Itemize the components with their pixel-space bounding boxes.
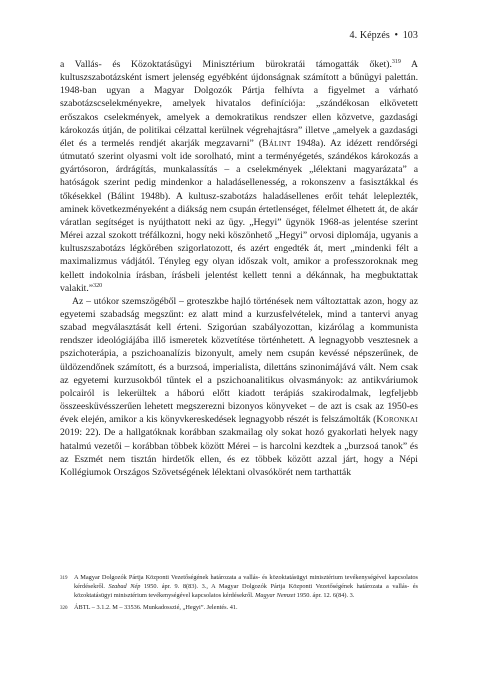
text-run: a Vallás- és Közoktatásügyi Minisztérium bürokratái támogatták őket). (60, 59, 392, 70)
header-separator: • (394, 30, 399, 41)
footnote-ref: 320 (93, 282, 103, 289)
text-run: A Magyar Dolgozók Pártja Központi Vezetőségének határozata a vallás- és közoktatásügyi minisztérium tevékenységével kapcsolatos kérdésekről. (74, 574, 418, 591)
chapter-title: 4. Képzés (349, 30, 390, 41)
footnote (60, 573, 418, 601)
main-text (60, 58, 418, 479)
footnote-number: 319 (60, 576, 68, 581)
footnote-ref: 319 (391, 58, 401, 65)
text-run: Az – utókor szemszögéből – groteszkbe hajló történések nem változtattak azon, hogy az egyetemi szabadság megszűnt: ez alatt mind a kurzusfelvételek, mind a tantervi anyag szabad megválasztását kell érteni. Szigorúan szabályozottan, kizárólag a kommunista rendszer ideológiájába illő ismeretek közvetítése történhetett. A legnagyobb vesztesnek a pszichoterápia, a pszichoanalízis bizonyult, amely nem csupán kevéssé népszerűnek, de üldözendőnek számított, és a burzsoá, imperialista, dilettáns szinonimájává vált. Nem csak az egyetemi kurzusokból tűntek el a pszichoanalitikus olvasmányok: az antikváriumok polcairól is lekerültek a háború előtt kiadott terápiás szakirodalmak, legfeljebb összeesküvésszerűen lehetett megszerezni bizonyos könyveket – de azt is csak az 1950-es évek elején, amikor a kis könyvkereskedések legnagyobb részét is felszámolták ( (60, 295, 418, 426)
paragraph (60, 295, 418, 479)
running-header (350, 30, 418, 41)
citation-author: Koronkai (376, 414, 418, 426)
page-number: 103 (402, 30, 418, 41)
paragraph (60, 58, 418, 295)
footnote-text (74, 603, 418, 613)
publication-title: Szabad Nép (108, 583, 141, 591)
text-run: 1950. ápr. 9. 8(83). 3., A Magyar Dolgozók Pártja Központi Vezetőségének határozata a vallás- és közoktatásügyi minisztérium tevékenységével kapcsolatos kérdésekről. (74, 583, 418, 600)
footnote-number: 320 (60, 605, 68, 611)
text-run: 1950. ápr. 12. 6(84). 3. (295, 592, 355, 600)
footnote (60, 603, 418, 613)
text-run: 1948a). Az idézett rendőrségi útmutató szerint olyasmi volt ide sorolható, mint a terményégetés, szándékos károkozás a gyártósoron, árdrágítás, munkalassítás – a cselekmények „lélektani magyarázata” a hatóságok szerint pedig mindenkor a haladásellenesség, a rokonszenv a fasisztákkal és tőkésekkel (Bálint 1948b). A kultusz-szabotázs haladásellenes erőit tehát leleplezték, aminek következményeként a diákság nem csupán értetlenséget, félelmet élhetett át, de akár váratlan segítséget is nyújthatott neki az ügy. „Hegyi” ügynök 1968-as jelentése szerint Mérei azzal szokott tréfálkozni, hogy neki köszönhető „Hegyi” orvosi diplomája, ugyanis a kultuszszabotázs légkörében szigorlatozott, és azért engedték át, mert „mindenki félt a maximalizmus vádjától. Tényleg egy olyan időszak volt, amikor a professzoroknak meg kellett indokolnia írásban, írásbeli jelentést kellett tenni a dékánnak, ha megbuktattak valakit.” (60, 137, 418, 294)
footnotes (60, 573, 418, 615)
text-run: ÁBTL – 3.1.2. M – 33536. Munkadosszié, „Hegyi”. Jelentés. 41. (74, 603, 238, 611)
footnote-text (74, 573, 418, 601)
text-run: 2019: 22). De a hallgatóknak korábban szakmailag oly sokat hozó gyakorlati helyek nagy hatalmú vezetői – korábban többek között Mérei – is harcolni kezdtek a „burzsoá tanok” és az Eszmét nem tisztán hirdetők ellen, és ez többek között azzal járt, hogy a Népi Kollégiumok Országos Szövetségének lélektani olvasókörét nem tarthatták (60, 427, 418, 478)
publication-title: Magyar Nemzet (255, 592, 296, 600)
citation-author: Bálint (262, 137, 292, 149)
text-run: A kultuszszabotázsként ismert jelenség egyébként újdonságnak számított a bűnügyi palettán. 1948-ban ugyan a Magyar Dolgozók Pártja felhívta a figyelmet a várható szabotázscselekményekre, amelyek hivatalos definíciója: „szándékosan elkövetett erőszakos cselekmények, amelyek a demokratikus rendszer ellen közvetve, gazdasági károkozás útján, de politikai célzattal kerülnek végrehajtásra” illetve „amelyek a gazdasági élet és a termelés rendjét akarják megzavarni” ( (60, 59, 418, 149)
